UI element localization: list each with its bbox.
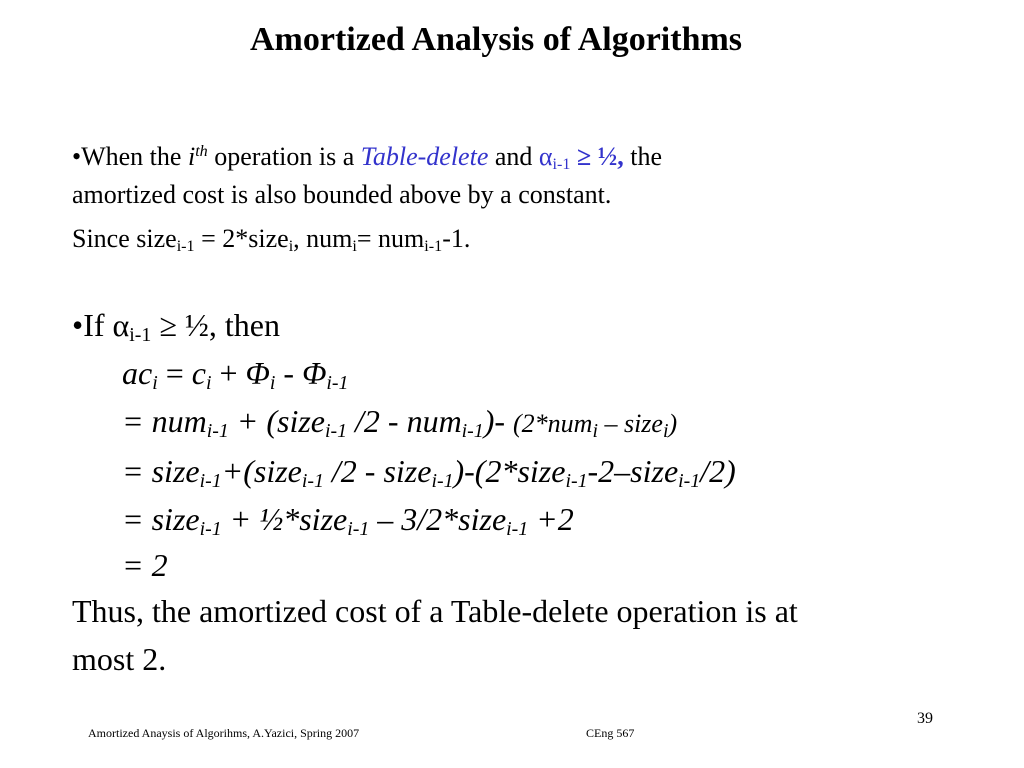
- text: ac: [122, 355, 153, 391]
- equation-line-4: [122, 500, 574, 538]
- text: Since size: [72, 224, 177, 253]
- text: )-: [483, 403, 514, 439]
- text: i-1: [324, 419, 348, 442]
- text: i: [662, 419, 669, 442]
- text: = 2*size: [194, 224, 289, 253]
- text: i-1: [206, 419, 229, 442]
- page-number: 39: [917, 710, 933, 727]
- text: i: [152, 371, 158, 394]
- text: ≥ ½, then: [151, 307, 280, 343]
- slide-title: Amortized Analysis of Algorithms: [250, 21, 743, 58]
- text: i-1: [431, 469, 454, 492]
- text: =: [157, 355, 192, 391]
- alpha-symbol: α: [112, 307, 130, 343]
- text: c: [191, 355, 206, 391]
- text: and: [488, 142, 539, 171]
- conclusion-line-2: most 2.: [72, 641, 167, 677]
- text: +2: [528, 501, 574, 537]
- text: , num: [293, 224, 353, 253]
- text: i-1: [326, 371, 349, 394]
- text: th: [195, 143, 208, 161]
- bullet2-heading: [72, 306, 280, 344]
- text: ): [668, 409, 678, 438]
- equation-line-5: = 2: [122, 547, 168, 583]
- text: i: [205, 371, 212, 394]
- text: +: [211, 355, 246, 391]
- text: •When the: [72, 142, 188, 171]
- footer-left: Amortized Anaysis of Algorihms, A.Yazici, Spring 2007: [88, 726, 360, 740]
- text: /2): [700, 453, 736, 489]
- text: -1.: [442, 224, 471, 253]
- equation-line-2: [122, 402, 677, 443]
- text: i-1: [678, 469, 701, 492]
- phi-symbol: Φ: [245, 355, 270, 391]
- text: )-(2*size: [453, 453, 566, 489]
- footer-course: CEng 567: [586, 726, 635, 740]
- text: i-1: [506, 517, 529, 540]
- text: operation is a: [207, 142, 361, 171]
- text: + (size: [228, 403, 325, 439]
- text: i-1: [199, 469, 222, 492]
- text: i-1: [199, 517, 222, 540]
- text: i-1: [347, 517, 370, 540]
- text: = size: [122, 501, 200, 537]
- text: i-1: [461, 419, 484, 442]
- text: i-1: [565, 469, 588, 492]
- text: ≥ ½,: [570, 142, 624, 171]
- text: = num: [122, 403, 207, 439]
- phi-symbol: Φ: [302, 355, 327, 391]
- text: i-1: [176, 238, 195, 256]
- equation-line-1: [122, 354, 348, 392]
- text: i: [592, 419, 598, 442]
- text: (2*num: [513, 409, 593, 438]
- conclusion-line-1: Thus, the amortized cost of a Table-delete operation is at: [72, 593, 798, 629]
- text: /2 - num: [347, 403, 462, 439]
- text: +(size: [221, 453, 302, 489]
- text: •If: [72, 307, 113, 343]
- text: i-1: [129, 323, 152, 346]
- text: i: [288, 238, 294, 256]
- bullet1-line3: [72, 224, 470, 254]
- text: + ½*size: [221, 501, 348, 537]
- table-delete-term: Table-delete: [360, 142, 489, 171]
- text: – size: [597, 409, 663, 438]
- text: i-1: [552, 156, 571, 174]
- text: -2–size: [587, 453, 679, 489]
- text: i: [269, 371, 276, 394]
- text: = size: [122, 453, 200, 489]
- text: i: [187, 142, 196, 171]
- bullet1-line1: [72, 142, 662, 172]
- text: i-1: [424, 238, 443, 256]
- text: the: [623, 142, 662, 171]
- text: = num: [356, 224, 425, 253]
- text: i-1: [301, 469, 324, 492]
- bullet1-line2: amortized cost is also bounded above by a constant.: [72, 180, 612, 209]
- text: i: [352, 238, 357, 256]
- text: -: [275, 355, 303, 391]
- alpha-symbol: α: [538, 142, 553, 171]
- text: /2 - size: [323, 453, 432, 489]
- text: – 3/2*size: [369, 501, 507, 537]
- equation-line-3: [122, 452, 736, 490]
